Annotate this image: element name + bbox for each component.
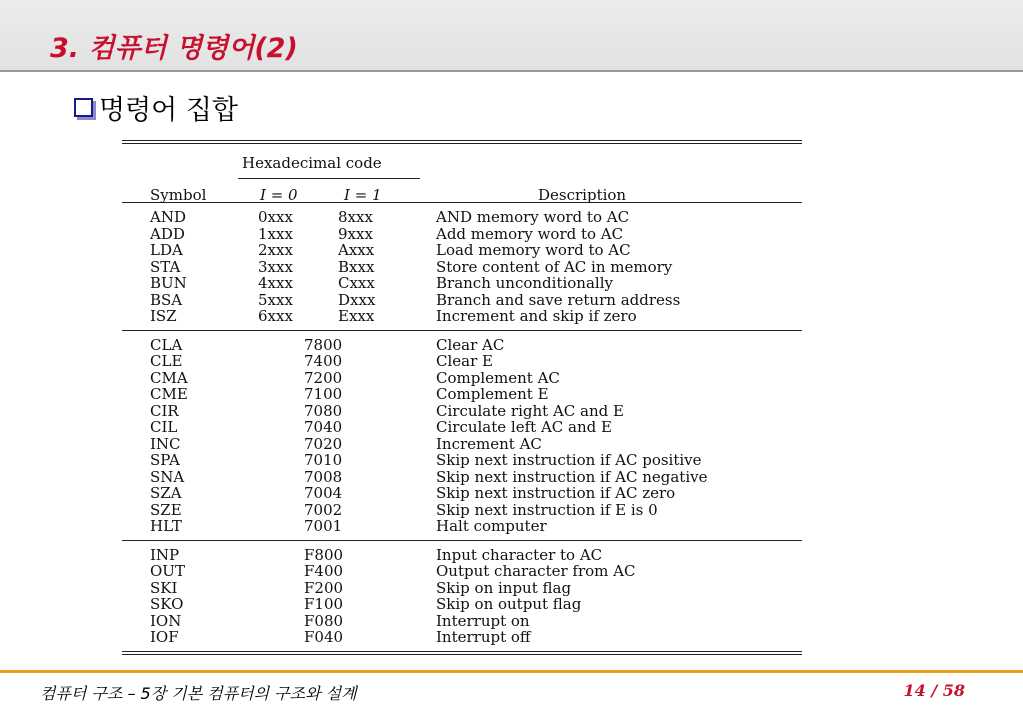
page-number: 14 / 58	[903, 681, 965, 700]
footer-accent-line	[0, 670, 1023, 673]
table-row	[122, 225, 802, 242]
hex-cell: F800	[304, 545, 344, 564]
hex-cell: 7100	[304, 385, 343, 403]
table-row	[122, 418, 802, 435]
description-cell: Load memory word to AC	[436, 241, 631, 259]
symbol-cell: BSA	[150, 290, 183, 309]
table-row	[122, 307, 802, 324]
description-cell: Interrupt on	[436, 611, 530, 630]
table-row	[122, 628, 802, 645]
table-row	[122, 258, 802, 275]
description-cell: AND memory word to AC	[436, 208, 630, 226]
memory-reference-group	[122, 203, 802, 330]
title-bar	[0, 0, 1023, 72]
table-row	[122, 546, 802, 563]
symbol-header: Symbol	[150, 186, 207, 204]
symbol-cell: HLT	[150, 517, 182, 535]
description-cell: Complement E	[436, 385, 549, 403]
checkbox-icon	[74, 98, 93, 117]
hex-cell: F100	[304, 595, 344, 613]
hex-i1-cell: Bxxx	[338, 257, 375, 276]
symbol-cell: CLA	[150, 335, 183, 354]
hex-i1-cell: Cxxx	[338, 274, 375, 292]
description-cell: Skip on output flag	[436, 595, 582, 613]
footer-course-title: 컴퓨터 구조 – 5장 기본 컴퓨터의 구조와 설계	[40, 684, 357, 703]
hex-cell: F080	[304, 611, 344, 630]
symbol-cell: SPA	[150, 451, 180, 469]
symbol-cell: IOF	[150, 628, 179, 646]
symbol-cell: INP	[150, 545, 180, 564]
description-cell: Skip next instruction if AC zero	[436, 484, 676, 502]
hex-i0-cell: 1xxx	[258, 224, 293, 243]
table-header	[122, 144, 802, 202]
hex-i0-cell: 2xxx	[258, 241, 293, 259]
symbol-cell: SKO	[150, 595, 184, 613]
hex-code-header: Hexadecimal code	[242, 154, 382, 172]
table-row	[122, 612, 802, 629]
description-cell: Clear AC	[436, 335, 505, 354]
description-cell: Circulate left AC and E	[436, 418, 612, 436]
hex-header-rule	[238, 178, 420, 179]
description-cell: Skip on input flag	[436, 578, 572, 597]
hex-i1-cell: Axxx	[338, 241, 375, 259]
description-cell: Skip next instruction if AC negative	[436, 467, 708, 486]
hex-i0-cell: 6xxx	[258, 307, 293, 325]
table-row	[122, 435, 802, 452]
hex-cell: 7020	[304, 434, 343, 453]
symbol-cell: LDA	[150, 241, 183, 259]
symbol-cell: CME	[150, 385, 188, 403]
description-cell: Output character from AC	[436, 562, 636, 580]
hex-i0-cell: 4xxx	[258, 274, 293, 292]
symbol-cell: SNA	[150, 467, 185, 486]
hex-cell: F400	[304, 562, 344, 580]
symbol-cell: CIL	[150, 418, 178, 436]
symbol-cell: CLE	[150, 352, 183, 370]
hex-i0-cell: 5xxx	[258, 290, 293, 309]
symbol-cell: AND	[150, 208, 186, 226]
description-cell: Store content of AC in memory	[436, 257, 673, 276]
symbol-cell: SZA	[150, 484, 182, 502]
table-row	[122, 291, 802, 308]
table-bottom-rule	[122, 651, 802, 655]
hex-cell: 7200	[304, 368, 343, 387]
hex-cell: 7001	[304, 517, 343, 535]
symbol-cell: STA	[150, 257, 181, 276]
symbol-cell: SZE	[150, 500, 182, 519]
register-reference-group	[122, 331, 802, 540]
symbol-cell: ISZ	[150, 307, 177, 325]
hex-cell: 7080	[304, 401, 343, 420]
instruction-table	[122, 140, 802, 655]
hex-cell: 7004	[304, 484, 343, 502]
table-row	[122, 595, 802, 612]
table-row	[122, 352, 802, 369]
description-cell: Increment and skip if zero	[436, 307, 637, 325]
i0-header: I = 0	[260, 186, 298, 204]
symbol-cell: OUT	[150, 562, 185, 580]
table-row	[122, 468, 802, 485]
section-heading	[74, 88, 238, 127]
description-cell: Clear E	[436, 352, 493, 370]
hex-cell: 7008	[304, 467, 343, 486]
io-reference-group	[122, 541, 802, 651]
description-cell: Skip next instruction if E is 0	[436, 500, 658, 519]
i1-header: I = 1	[344, 186, 382, 204]
hex-cell: 7010	[304, 451, 343, 469]
table-row	[122, 484, 802, 501]
description-cell: Skip next instruction if AC positive	[436, 451, 702, 469]
table-row	[122, 517, 802, 534]
table-row	[122, 274, 802, 291]
hex-i0-cell: 3xxx	[258, 257, 293, 276]
hex-cell: 7800	[304, 335, 343, 354]
hex-cell: F200	[304, 578, 344, 597]
symbol-cell: BUN	[150, 274, 187, 292]
hex-cell: 7002	[304, 500, 343, 519]
hex-cell: F040	[304, 628, 344, 646]
table-row	[122, 402, 802, 419]
description-cell: Interrupt off	[436, 628, 531, 646]
table-row	[122, 579, 802, 596]
symbol-cell: CMA	[150, 368, 188, 387]
description-cell: Branch and save return address	[436, 290, 681, 309]
description-cell: Branch unconditionally	[436, 274, 613, 292]
description-cell: Complement AC	[436, 368, 560, 387]
hex-cell: 7400	[304, 352, 343, 370]
table-row	[122, 208, 802, 225]
table-row	[122, 241, 802, 258]
hex-i1-cell: Exxx	[338, 307, 375, 325]
hex-i1-cell: 9xxx	[338, 224, 373, 243]
section-heading-text: 명령어 집합	[99, 95, 238, 126]
table-row	[122, 369, 802, 386]
hex-i1-cell: Dxxx	[338, 290, 376, 309]
description-cell: Input character to AC	[436, 545, 603, 564]
table-row	[122, 562, 802, 579]
hex-cell: 7040	[304, 418, 343, 436]
description-cell: Increment AC	[436, 434, 542, 453]
slide-title: 3. 컴퓨터 명령어(2)	[50, 33, 298, 64]
hex-i0-cell: 0xxx	[258, 208, 293, 226]
description-cell: Halt computer	[436, 517, 547, 535]
symbol-cell: ION	[150, 611, 182, 630]
table-row	[122, 501, 802, 518]
symbol-cell: ADD	[150, 224, 185, 243]
table-row	[122, 385, 802, 402]
description-header: Description	[538, 186, 627, 204]
symbol-cell: CIR	[150, 401, 179, 420]
table-row	[122, 336, 802, 353]
description-cell: Circulate right AC and E	[436, 401, 624, 420]
symbol-cell: SKI	[150, 578, 178, 597]
table-row	[122, 451, 802, 468]
hex-i1-cell: 8xxx	[338, 208, 373, 226]
description-cell: Add memory word to AC	[436, 224, 624, 243]
symbol-cell: INC	[150, 434, 181, 453]
